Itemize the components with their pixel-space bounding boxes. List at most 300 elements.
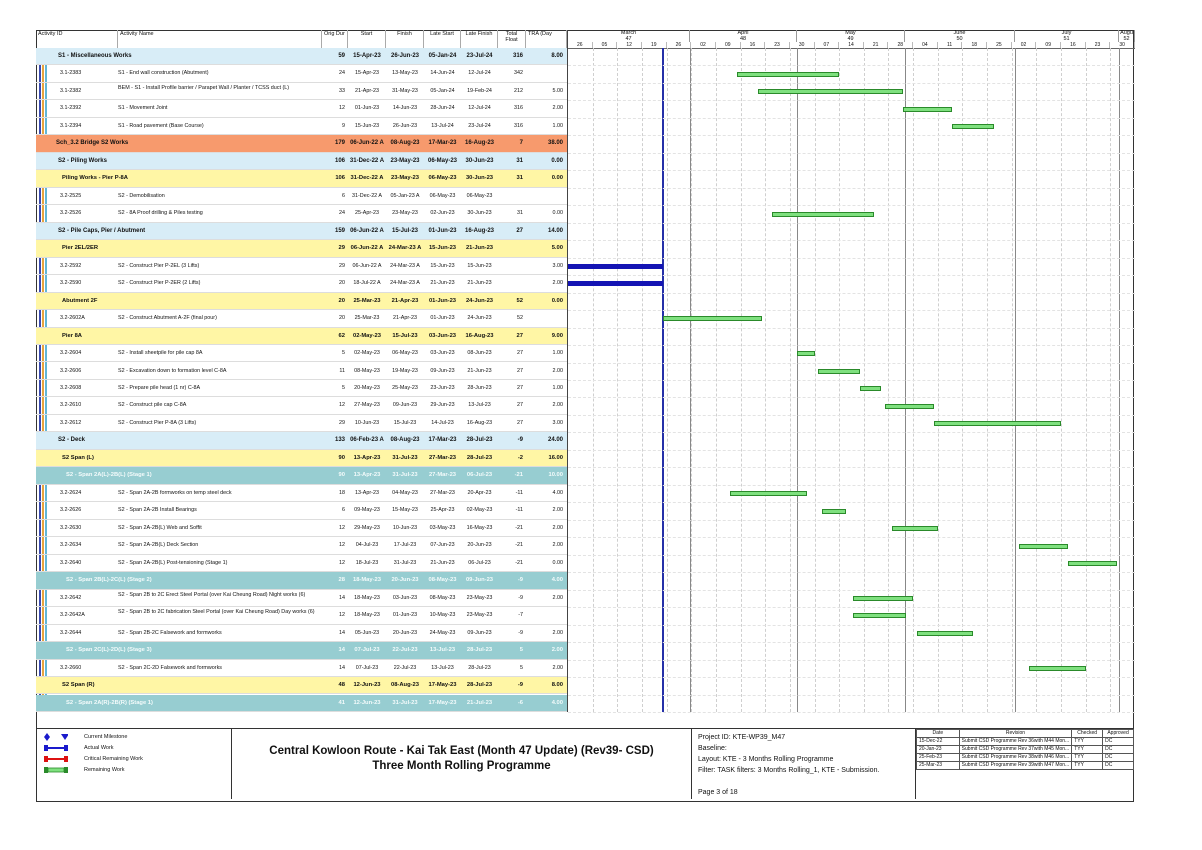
- cell-finish: 24-Mar-23 A: [390, 262, 420, 269]
- remaining-work-bar[interactable]: [818, 369, 860, 374]
- cell-finish: 31-Jul-23: [392, 454, 418, 461]
- row-gridline: [568, 153, 1135, 154]
- remaining-work-bar[interactable]: [772, 212, 874, 217]
- cell-start: 18-May-23: [354, 594, 380, 601]
- wbs-row[interactable]: [36, 450, 567, 467]
- remaining-work-bar[interactable]: [853, 613, 906, 618]
- wbs-row[interactable]: [36, 223, 567, 240]
- cell-tf: -21: [515, 559, 523, 566]
- cell-tra: 1.00: [552, 350, 563, 357]
- cell-lf: 28-Jul-23: [468, 664, 491, 671]
- cell-lf: 30-Jun-23: [465, 157, 494, 164]
- remaining-work-bar[interactable]: [1068, 561, 1117, 566]
- wbs-row[interactable]: [36, 572, 567, 589]
- cell-start: 18-May-23: [352, 577, 382, 584]
- activity-row[interactable]: [36, 65, 567, 82]
- cell-name: S2 - Construct Pier P-2EL (3 Lifts): [118, 262, 200, 269]
- col-tra-days[interactable]: TRA (Day: [526, 30, 567, 48]
- month-header: June: [905, 30, 1015, 36]
- activity-row[interactable]: [36, 83, 567, 100]
- row-gridline: [568, 695, 1135, 696]
- cell-start: 06-Jun-22 A: [350, 140, 384, 147]
- day-header: 23: [765, 42, 790, 48]
- revision-cell: TYY: [1072, 754, 1103, 762]
- col-finish[interactable]: Finish: [386, 30, 424, 48]
- rev-header-approved: Approved: [1103, 730, 1134, 738]
- cell-ls: 02-Jun-23: [430, 210, 455, 217]
- activity-row[interactable]: [36, 485, 567, 502]
- day-header: 30: [1110, 42, 1135, 48]
- activity-row[interactable]: [36, 520, 567, 537]
- cell-od: 62: [338, 332, 345, 339]
- revision-cell: DC: [1103, 762, 1134, 770]
- cell-start: 25-Mar-23: [353, 297, 381, 304]
- cell-od: 12: [339, 105, 345, 112]
- month-header: March: [568, 30, 690, 36]
- cell-od: 14: [339, 664, 345, 671]
- activity-row[interactable]: [36, 188, 567, 205]
- wbs-row[interactable]: [36, 328, 567, 345]
- cell-ls: 27-Mar-23: [428, 472, 457, 479]
- day-header: 16: [1061, 42, 1086, 48]
- row-gridline: [568, 363, 1135, 364]
- cell-tf: -11: [515, 489, 523, 496]
- cell-tra: 1.00: [552, 122, 563, 129]
- cell-tra: 2.00: [552, 594, 563, 601]
- row-gridline: [568, 205, 1135, 206]
- col-start[interactable]: Start: [348, 30, 386, 48]
- cell-tra: 3.00: [552, 262, 563, 269]
- cell-od: 28: [338, 577, 345, 584]
- cell-lf: 20-Apr-23: [467, 489, 492, 496]
- cell-ls: 21-Jun-23: [430, 559, 455, 566]
- month-header: Augu: [1119, 30, 1135, 36]
- cell-tra: 0.00: [551, 297, 563, 304]
- day-header: 02: [691, 42, 716, 48]
- day-header: 26: [568, 42, 593, 48]
- cell-name: S2 - Span 2A(R)-2B(R) (Stage 1): [66, 699, 153, 706]
- cell-tra: 2.00: [551, 647, 563, 654]
- remaining-work-bar[interactable]: [797, 351, 815, 356]
- layout-name: Layout: KTE - 3 Months Rolling Programme: [698, 756, 834, 763]
- cell-tf: -9: [518, 629, 523, 636]
- remaining-work-bar[interactable]: [758, 89, 902, 94]
- row-gridline: [568, 135, 1135, 136]
- row-gridline: [568, 100, 1135, 101]
- activity-row[interactable]: [36, 380, 567, 397]
- cell-tra: [526, 188, 567, 204]
- cell-tra: 2.00: [552, 105, 563, 112]
- wbs-row[interactable]: [36, 170, 567, 187]
- cell-ls: 10-May-23: [429, 612, 456, 619]
- cell-tf: 7: [519, 140, 523, 147]
- cell-tf: -21: [515, 524, 523, 531]
- cell-name: S2 - Span 2A(L)-2B(L) (Stage 1): [66, 472, 152, 479]
- cell-od: 12: [339, 612, 345, 619]
- cell-name: S2 - Span 2C(L)-2D(L) (Stage 3): [66, 647, 152, 654]
- activity-row[interactable]: [36, 345, 567, 362]
- cell-name: S2 - Piling Works: [58, 157, 107, 164]
- cell-id: 3.2-2634: [60, 542, 82, 549]
- cell-id: 3.2-2606: [60, 367, 82, 374]
- cell-od: 12: [339, 542, 345, 549]
- critical-bar[interactable]: [568, 281, 663, 286]
- cell-ls: 01-Jun-23: [428, 297, 457, 304]
- cell-lf: 09-Jun-23: [467, 629, 492, 636]
- cell-name: S2 - Demobilisation: [118, 192, 165, 199]
- wbs-row[interactable]: [36, 48, 567, 65]
- cell-id: 3.2-2590: [60, 280, 82, 287]
- remaining-work-bar[interactable]: [737, 72, 839, 77]
- cell-lf: 30-Jun-23: [465, 175, 494, 182]
- cell-tf: -9: [518, 594, 523, 601]
- revision-cell: TYY: [1072, 738, 1103, 746]
- cell-id: 3.2-2592: [60, 262, 82, 269]
- cell-tf: -9: [517, 682, 523, 689]
- cell-finish: 22-Jul-23: [392, 647, 418, 654]
- cell-start: 07-Jul-23: [355, 664, 379, 671]
- cell-tra: 2.00: [552, 664, 563, 671]
- activity-row[interactable]: [36, 205, 567, 222]
- activity-row[interactable]: [36, 275, 567, 292]
- day-header: 16: [741, 42, 766, 48]
- cell-start: 31-Dec-22 A: [352, 192, 382, 199]
- cell-start: 07-Jul-23: [354, 647, 380, 654]
- cell-tf: -9: [517, 437, 523, 444]
- cell-id: 3.2-2604: [60, 350, 82, 357]
- remaining-work-bar[interactable]: [663, 316, 762, 321]
- cell-tra: 2.00: [552, 367, 563, 374]
- remaining-work-bar[interactable]: [730, 491, 807, 496]
- revision-row: [917, 762, 1134, 770]
- activity-row[interactable]: [36, 397, 567, 414]
- cell-start: 01-Jun-23: [354, 105, 380, 112]
- row-gridline: [568, 83, 1135, 84]
- cell-ls: 23-Jun-23: [430, 385, 455, 391]
- cell-lf: 28-Jul-23: [466, 647, 493, 654]
- remaining-work-bar[interactable]: [885, 404, 934, 409]
- cell-start: 31-Dec-22 A: [349, 157, 385, 164]
- day-header: 14: [839, 42, 864, 48]
- wbs-row[interactable]: [36, 153, 567, 170]
- wbs-row[interactable]: [36, 432, 567, 449]
- cell-tra: 24.00: [547, 437, 563, 444]
- col-orig-dur[interactable]: Orig Dur: [322, 30, 348, 48]
- revision-cell: 15-Dec-22: [917, 738, 960, 746]
- activity-row[interactable]: [36, 537, 567, 554]
- cell-name: S1 - Road pavement (Base Course): [118, 122, 204, 129]
- row-gridline: [568, 642, 1135, 643]
- cell-tf: -2: [517, 454, 523, 461]
- activity-row[interactable]: [36, 310, 567, 327]
- wbs-row[interactable]: [36, 240, 567, 257]
- col-activity-name[interactable]: Activity Name: [118, 30, 322, 48]
- wbs-row[interactable]: [36, 642, 567, 659]
- cell-tra: [526, 65, 567, 81]
- cell-od: 59: [338, 53, 345, 59]
- cell-finish: 20-Jun-23: [392, 629, 418, 636]
- cell-od: 20: [339, 280, 345, 287]
- cell-lf: 23-May-23: [466, 594, 493, 601]
- wbs-row[interactable]: [36, 293, 567, 310]
- row-gridline: [568, 537, 1135, 538]
- cell-finish: 31-Jul-23: [393, 559, 417, 566]
- cell-finish: 08-Aug-23: [390, 437, 420, 444]
- remaining-work-bar[interactable]: [917, 631, 973, 636]
- cell-lf: 02-May-23: [466, 507, 493, 514]
- revision-cell: TYY: [1072, 762, 1103, 770]
- cell-od: 29: [339, 419, 345, 426]
- cell-finish: 21-Apr-23: [393, 315, 417, 322]
- activity-row[interactable]: [36, 625, 567, 642]
- revision-cell: DC: [1103, 738, 1134, 746]
- cell-ls: 27-Mar-23: [428, 454, 457, 461]
- cell-finish: 26-Jun-23: [392, 122, 418, 129]
- activity-row[interactable]: [36, 118, 567, 135]
- cell-finish: 25-May-23: [392, 385, 418, 391]
- cell-finish: 23-May-23: [392, 210, 418, 217]
- cell-start: 29-May-23: [354, 524, 380, 531]
- remaining-work-bar[interactable]: [822, 509, 847, 514]
- wbs-row[interactable]: [36, 695, 567, 712]
- cell-start: 10-Jun-23: [354, 419, 380, 426]
- cell-start: 25-Mar-23: [354, 315, 380, 322]
- cell-lf: 21-Jun-23: [467, 280, 492, 287]
- cell-ls: 29-Jun-23: [430, 402, 455, 409]
- revision-cell: Submit CSD Programme Rev 39with M47 Mon...: [959, 762, 1072, 770]
- activity-row[interactable]: [36, 607, 567, 624]
- cell-tf: 5: [520, 664, 523, 671]
- revision-row: [917, 738, 1134, 746]
- cell-ls: 25-Apr-23: [430, 507, 455, 514]
- cell-start: 06-Jun-22 A: [350, 227, 384, 234]
- cell-od: 6: [342, 507, 345, 514]
- cell-lf: 06-May-23: [466, 192, 493, 199]
- row-gridline: [568, 485, 1135, 486]
- cell-tf: 27: [516, 227, 523, 234]
- cell-tra: 14.00: [547, 227, 563, 234]
- activity-row[interactable]: [36, 258, 567, 275]
- cell-finish: 21-Apr-23: [391, 297, 419, 304]
- cell-tra: [526, 310, 567, 326]
- cell-finish: 19-May-23: [392, 367, 418, 374]
- cell-id: 3.2-2642A: [60, 612, 85, 619]
- cell-od: 179: [334, 140, 345, 147]
- cell-tf: -6: [517, 699, 523, 706]
- activity-row[interactable]: [36, 100, 567, 117]
- cell-start: 25-Apr-23: [355, 210, 379, 217]
- cell-od: 41: [338, 699, 345, 706]
- month-header: April: [690, 30, 797, 36]
- cell-tra: 38.00: [547, 140, 563, 147]
- cell-ls: 07-Jun-23: [430, 542, 455, 549]
- cell-id: 3.2-2612: [60, 419, 82, 426]
- cell-tf: 27: [517, 385, 523, 391]
- rev-header-revision: Revision: [959, 730, 1072, 738]
- cell-ls: 06-May-23: [428, 175, 457, 182]
- col-total-float[interactable]: Total Float: [498, 30, 526, 48]
- remaining-work-bar[interactable]: [860, 386, 881, 391]
- row-gridline: [568, 240, 1135, 241]
- col-late-start[interactable]: Late Start: [424, 30, 461, 48]
- cell-name: S2 - Span 2C-2D Falsework and formworks: [118, 664, 222, 671]
- cell-name: Abutment 2F: [62, 297, 98, 304]
- remaining-work-bar[interactable]: [952, 124, 994, 129]
- cell-id: 3.1-2394: [60, 122, 82, 129]
- remaining-work-bar[interactable]: [1019, 544, 1068, 549]
- cell-start: 15-Apr-23: [353, 53, 381, 59]
- remaining-work-bar[interactable]: [1029, 666, 1085, 671]
- remaining-work-bar[interactable]: [892, 526, 938, 531]
- cell-start: 18-Jul-23: [355, 559, 379, 566]
- activity-row[interactable]: [36, 502, 567, 519]
- cell-tra: 9.00: [551, 332, 563, 339]
- cell-tf: 316: [514, 122, 523, 129]
- cell-lf: 08-Jun-23: [467, 350, 492, 357]
- cell-od: 12: [339, 559, 345, 566]
- cell-ls: 06-May-23: [427, 157, 457, 164]
- activity-table: [36, 48, 567, 712]
- remaining-work-icon: [44, 766, 68, 774]
- remaining-work-bar[interactable]: [934, 421, 1061, 426]
- cell-tra: [526, 607, 567, 623]
- cell-lf: 28-Jun-23: [467, 385, 492, 391]
- cell-lf: 28-Jul-23: [466, 437, 493, 444]
- cell-start: 15-Apr-23: [355, 70, 379, 77]
- remaining-work-bar[interactable]: [903, 107, 952, 112]
- cell-od: 106: [334, 157, 345, 164]
- activity-row[interactable]: [36, 555, 567, 572]
- cell-lf: 16-Aug-23: [464, 227, 494, 234]
- cell-od: 20: [338, 297, 345, 304]
- cell-finish: 31-May-23: [392, 87, 418, 94]
- cell-start: 02-May-23: [354, 350, 380, 357]
- cell-lf: 16-Aug-23: [466, 419, 493, 426]
- cell-od: 14: [339, 629, 345, 636]
- cell-start: 18-Jul-22 A: [353, 280, 381, 287]
- project-id: Project ID: KTE-WP39_M47: [698, 734, 786, 741]
- cell-name: Pier 8A: [62, 332, 82, 339]
- cell-id: 3.2-2526: [60, 210, 82, 217]
- project-info: [692, 729, 916, 799]
- revision-table-box: [916, 729, 1134, 799]
- cell-od: 11: [339, 367, 345, 374]
- cell-lf: 20-Jun-23: [467, 542, 492, 549]
- cell-ls: 17-Mar-23: [428, 140, 457, 147]
- cell-ls: 05-Jan-24: [428, 53, 457, 59]
- activity-row[interactable]: [36, 660, 567, 677]
- cell-od: 29: [339, 262, 345, 269]
- critical-work-icon: [44, 755, 68, 763]
- week-number: 52: [1119, 36, 1135, 42]
- cell-finish: 10-Jun-23: [392, 524, 418, 531]
- row-gridline: [568, 555, 1135, 556]
- wbs-row[interactable]: [36, 677, 567, 694]
- cell-start: 04-Jul-23: [355, 542, 379, 549]
- cell-finish: 03-Jun-23: [392, 594, 418, 601]
- cell-finish: 09-Jun-23: [392, 402, 418, 409]
- cell-start: 12-Jun-23: [353, 699, 381, 706]
- day-header: 09: [1036, 42, 1061, 48]
- cell-name: S2 - Pile Caps, Pier / Abutment: [58, 227, 146, 234]
- cell-finish: 24-Mar-23 A: [388, 245, 422, 252]
- cell-lf: 19-Feb-24: [467, 87, 492, 94]
- cell-od: 159: [334, 227, 345, 234]
- cell-ls: 15-Jun-23: [428, 245, 457, 252]
- activity-row[interactable]: [36, 363, 567, 380]
- row-gridline: [568, 590, 1135, 591]
- day-header: 25: [987, 42, 1012, 48]
- critical-bar[interactable]: [568, 264, 663, 269]
- activity-row[interactable]: [36, 415, 567, 432]
- cell-lf: 21-Jun-23: [465, 245, 494, 252]
- col-activity-id[interactable]: Activity ID: [36, 30, 118, 48]
- row-gridline: [568, 677, 1135, 678]
- cell-start: 06-Jun-22 A: [350, 245, 384, 252]
- cell-finish: 08-Aug-23: [390, 140, 420, 147]
- row-gridline: [568, 397, 1135, 398]
- cell-tra: 16.00: [548, 454, 563, 461]
- cell-finish: 15-Jul-23: [391, 227, 418, 234]
- cell-tf: -9: [517, 577, 523, 584]
- cell-id: 3.2-2630: [60, 524, 82, 531]
- cell-name: S2 Span (R): [62, 682, 95, 689]
- activity-row[interactable]: [36, 590, 567, 607]
- cell-name: S2 Span (L): [62, 454, 94, 461]
- cell-tf: 342: [514, 70, 523, 77]
- cell-name: Pier 2EL/2ER: [62, 245, 99, 252]
- wbs-row[interactable]: [36, 135, 567, 152]
- remaining-work-bar[interactable]: [853, 596, 913, 601]
- cell-name: S1 - Movement Joint: [118, 105, 168, 112]
- cell-name: S2 - Construct pile cap C-8A: [118, 402, 187, 409]
- wbs-row[interactable]: [36, 467, 567, 484]
- cell-tf: [498, 275, 526, 291]
- cell-ls: 08-May-23: [429, 594, 456, 601]
- cell-name: S2 - Span 2A-2B formworks on temp steel deck: [118, 489, 232, 496]
- cell-name: S2 - Construct Abutment A-2F (final pour): [118, 315, 217, 322]
- cell-od: 90: [338, 454, 345, 461]
- cell-od: 6: [342, 192, 345, 199]
- cell-tra: 1.00: [552, 385, 563, 391]
- row-gridline: [568, 275, 1135, 276]
- cell-ls: 09-Jun-23: [430, 367, 455, 374]
- cell-tra: 0.00: [551, 157, 563, 164]
- cell-name: S1 - Miscellaneous Works: [58, 53, 132, 59]
- cell-name: S2 - Excavation down to formation level C-8A: [118, 367, 227, 374]
- cell-tra: 4.00: [552, 489, 563, 496]
- cell-od: 24: [339, 210, 345, 217]
- col-late-finish[interactable]: Late Finish: [461, 30, 498, 48]
- cell-lf: 16-Aug-23: [464, 140, 494, 147]
- actual-work-icon: [44, 744, 68, 752]
- cell-lf: 09-Jun-23: [465, 577, 494, 584]
- cell-tf: [498, 188, 526, 204]
- cell-name: S2 - Span 2A-2B(L) Post-tensioning (Stage 1): [118, 559, 228, 566]
- revision-cell: 25-Feb-23: [917, 754, 960, 762]
- row-gridline: [568, 625, 1135, 626]
- cell-start: 31-Dec-22 A: [350, 175, 384, 182]
- row-gridline: [568, 258, 1135, 259]
- cell-finish: 31-Jul-23: [392, 699, 418, 706]
- cell-finish: 01-Jun-23: [392, 612, 418, 619]
- cell-od: 90: [338, 472, 345, 479]
- row-gridline: [568, 188, 1135, 189]
- cell-name: S1 - End wall construction (Abutment): [118, 70, 209, 77]
- cell-name: S2 - Span 2A-2B Install Bearings: [118, 507, 197, 514]
- cell-ls: 03-Jun-23: [430, 350, 455, 357]
- cell-start: 18-May-23: [354, 612, 380, 619]
